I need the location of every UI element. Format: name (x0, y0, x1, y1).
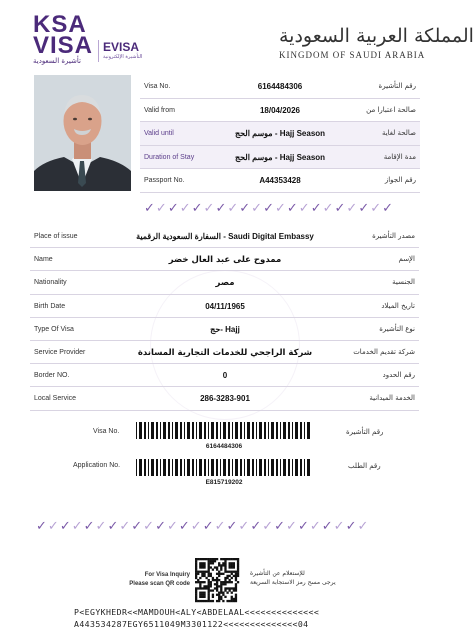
check-mark-icon: ✓ (166, 518, 179, 533)
name-label: Name (34, 256, 53, 264)
visa-details-table (30, 225, 419, 411)
service-provider-label-ar: شركة تقديم الخدمات (353, 347, 415, 356)
border-number-label: Border NO. (34, 372, 70, 380)
visa-number-label-ar: رقم التأشيرة (378, 82, 416, 90)
check-mark-icon: ✓ (83, 518, 96, 533)
qr-instructions-ar-line2: يرجى مسح رمز الاستجابة السريعة (250, 579, 336, 586)
qr-code[interactable] (195, 558, 239, 602)
border-number-label-ar: رقم الحدود (382, 371, 415, 380)
duration-of-stay-value: موسم الحج - Hajj Season (234, 152, 326, 162)
check-mark-icon: ✓ (358, 200, 371, 215)
logo-divider (98, 40, 99, 62)
check-mark-icon: ✓ (143, 518, 156, 533)
kingdom-arabic: المملكة العربية السعودية (279, 25, 474, 47)
visa-barcode-label-ar: رقم التأشيرة (346, 428, 384, 436)
place-of-issue-label-ar: مصدر التأشيرة (372, 232, 415, 240)
check-mark-icon: ✓ (309, 518, 322, 533)
evisa-logo-arabic: التأشيرة الإلكترونية (103, 54, 143, 60)
nationality-label: Nationality (34, 279, 67, 287)
place-of-issue-value: السفارة السعودية الرقمية - Saudi Digital Embassy (136, 232, 314, 241)
check-mark-icon: ✓ (322, 200, 335, 215)
check-mark-icon: ✓ (238, 518, 251, 533)
check-mark-icon: ✓ (202, 518, 215, 533)
valid-until-label-ar: صالحة لغاية (381, 129, 416, 138)
nationality-label-ar: الجنسية (392, 278, 415, 287)
check-mark-icon: ✓ (227, 200, 240, 215)
application-barcode-number: E815719202 (205, 479, 243, 486)
check-mark-icon: ✓ (298, 200, 311, 215)
check-mark-strip-bottom (36, 518, 416, 532)
qr-instructions-ar-line1: للإستعلام عن التأشيرة (250, 570, 305, 577)
visa-type-label: Type Of Visa (34, 325, 74, 333)
check-mark-icon: ✓ (274, 518, 287, 533)
check-mark-icon: ✓ (47, 518, 60, 533)
visa-number-label: Visa No. (144, 83, 171, 90)
duration-of-stay-label-ar: مدة الإقامة (383, 152, 416, 161)
check-mark-icon: ✓ (95, 518, 108, 533)
check-mark-icon: ✓ (333, 518, 346, 533)
nationality-row (30, 271, 419, 294)
ksa-logo-line2: VISA (33, 32, 94, 59)
passport-number-row (140, 169, 420, 193)
check-mark-icon: ✓ (119, 518, 132, 533)
visa-barcode (136, 422, 312, 439)
check-mark-icon: ✓ (263, 200, 275, 215)
border-number-row (30, 364, 419, 387)
place-of-issue-label: Place of issue (34, 233, 78, 240)
check-mark-icon: ✓ (262, 518, 275, 533)
qr-instructions-ar (250, 569, 340, 587)
place-of-issue-row (30, 225, 419, 248)
check-mark-icon: ✓ (321, 518, 334, 533)
application-barcode-label-ar: رقم الطلب (348, 462, 381, 470)
machine-readable-zone (74, 606, 394, 630)
check-mark-icon: ✓ (274, 200, 287, 215)
check-mark-strip-top (144, 200, 424, 214)
nationality-value: مصر (215, 278, 235, 289)
valid-until-label: Valid until (144, 130, 174, 138)
service-provider-row (30, 341, 419, 364)
qr-instructions-en-line1: For Visa Inquiry (144, 572, 190, 578)
ksa-visa-logo (33, 11, 95, 65)
check-mark-icon: ✓ (214, 518, 227, 533)
check-mark-icon: ✓ (310, 200, 323, 215)
duration-of-stay-label: Duration of Stay (144, 153, 195, 161)
check-mark-icon: ✓ (36, 518, 48, 533)
evisa-logo-text: EVISA (103, 40, 140, 54)
border-number-value: 0 (222, 371, 228, 381)
check-mark-icon: ✓ (155, 518, 167, 533)
check-mark-icon: ✓ (297, 518, 310, 533)
valid-from-row (140, 99, 420, 123)
valid-from-value: 18/04/2026 (259, 105, 301, 115)
kingdom-emblem-text (279, 24, 474, 60)
check-mark-icon: ✓ (286, 518, 298, 533)
visa-type-label-ar: نوع التأشيرة (379, 324, 415, 333)
mrz-line-1: P<EGYKHEDR<<MAMDOUH<ALY<ABDELAAL<<<<<<<<<<<<<< (74, 607, 320, 617)
check-mark-icon: ✓ (345, 518, 358, 533)
birth-date-label: Birth Date (34, 302, 66, 310)
qr-instructions-en (110, 571, 190, 589)
valid-from-label: Valid from (144, 106, 175, 114)
check-mark-icon: ✓ (203, 200, 216, 215)
application-barcode-label: Application No. (73, 462, 121, 469)
check-mark-icon: ✓ (226, 518, 239, 533)
document-header (0, 0, 474, 78)
visa-barcode-label: Visa No. (93, 428, 120, 435)
local-service-label-ar: الخدمة الميدانية (369, 394, 415, 403)
name-label-ar: الإسم (398, 255, 415, 264)
check-mark-icon: ✓ (334, 200, 347, 215)
local-service-label: Local Service (34, 395, 77, 403)
check-mark-icon: ✓ (191, 200, 204, 215)
birth-date-row (30, 295, 419, 318)
portrait-photo (34, 75, 131, 191)
ksa-logo-line1: KSA (33, 11, 87, 38)
visa-barcode-number: 6164484306 (205, 443, 243, 450)
name-row (30, 248, 419, 271)
check-mark-icon: ✓ (167, 200, 180, 215)
check-mark-icon: ✓ (107, 518, 120, 533)
valid-from-label-ar: صالحة اعتبارا من (366, 105, 416, 114)
qr-instructions-en-line2: Please scan QR code (129, 581, 190, 587)
check-mark-icon: ✓ (250, 518, 263, 533)
check-mark-icon: ✓ (155, 200, 168, 215)
mrz-line-2: A443534287EGY6511049M3301122<<<<<<<<<<<<<<04 (74, 619, 309, 629)
check-mark-icon: ✓ (370, 200, 383, 215)
check-mark-icon: ✓ (382, 200, 395, 215)
check-mark-icon: ✓ (144, 200, 156, 215)
service-provider-label: Service Provider (34, 348, 86, 356)
duration-of-stay-row (140, 146, 420, 170)
visa-number-value: 6164484306 (257, 82, 303, 91)
visa-type-value: حج- Hajj (210, 324, 240, 334)
name-value: ممدوح على عبد العال خضر (168, 255, 282, 266)
qr-code-image (195, 558, 239, 602)
qr-inquiry-section (0, 555, 451, 605)
check-mark-icon: ✓ (251, 200, 264, 215)
visa-type-row (30, 318, 419, 341)
birth-date-value: 04/11/1965 (205, 301, 245, 311)
check-mark-icon: ✓ (59, 518, 72, 533)
check-mark-icon: ✓ (131, 518, 144, 533)
passport-number-label-ar: رقم الجواز (384, 176, 416, 185)
passport-number-label: Passport No. (144, 177, 185, 185)
passport-number-value: A44353428 (259, 176, 301, 186)
evisa-logo (103, 40, 163, 60)
check-mark-icon: ✓ (190, 518, 203, 533)
check-mark-icon: ✓ (179, 200, 192, 215)
birth-date-label-ar: تاريخ الميلاد (381, 301, 415, 310)
local-service-value: 286-3283-901 (200, 394, 250, 404)
local-service-row (30, 387, 419, 410)
check-mark-icon: ✓ (346, 200, 359, 215)
check-mark-icon: ✓ (239, 200, 252, 215)
ksa-logo-arabic: تأشيرة السعودية (33, 57, 81, 65)
visa-barcode-row (0, 422, 451, 452)
visa-summary-table (140, 75, 420, 193)
valid-until-row (140, 122, 420, 146)
check-mark-icon: ✓ (71, 518, 84, 533)
check-mark-icon: ✓ (215, 200, 228, 215)
kingdom-english: KINGDOM OF SAUDI ARABIA (279, 50, 426, 60)
application-barcode (136, 459, 312, 476)
check-mark-icon: ✓ (178, 518, 191, 533)
application-barcode-row (0, 459, 451, 489)
visa-number-row (140, 75, 420, 99)
check-mark-icon: ✓ (357, 518, 370, 533)
service-provider-value: شركة الراجحي للخدمات التجارية المساندة (137, 347, 313, 358)
check-mark-icon: ✓ (286, 200, 299, 215)
valid-until-value: موسم الحج - Hajj Season (234, 129, 326, 139)
barcode-section (0, 416, 451, 496)
